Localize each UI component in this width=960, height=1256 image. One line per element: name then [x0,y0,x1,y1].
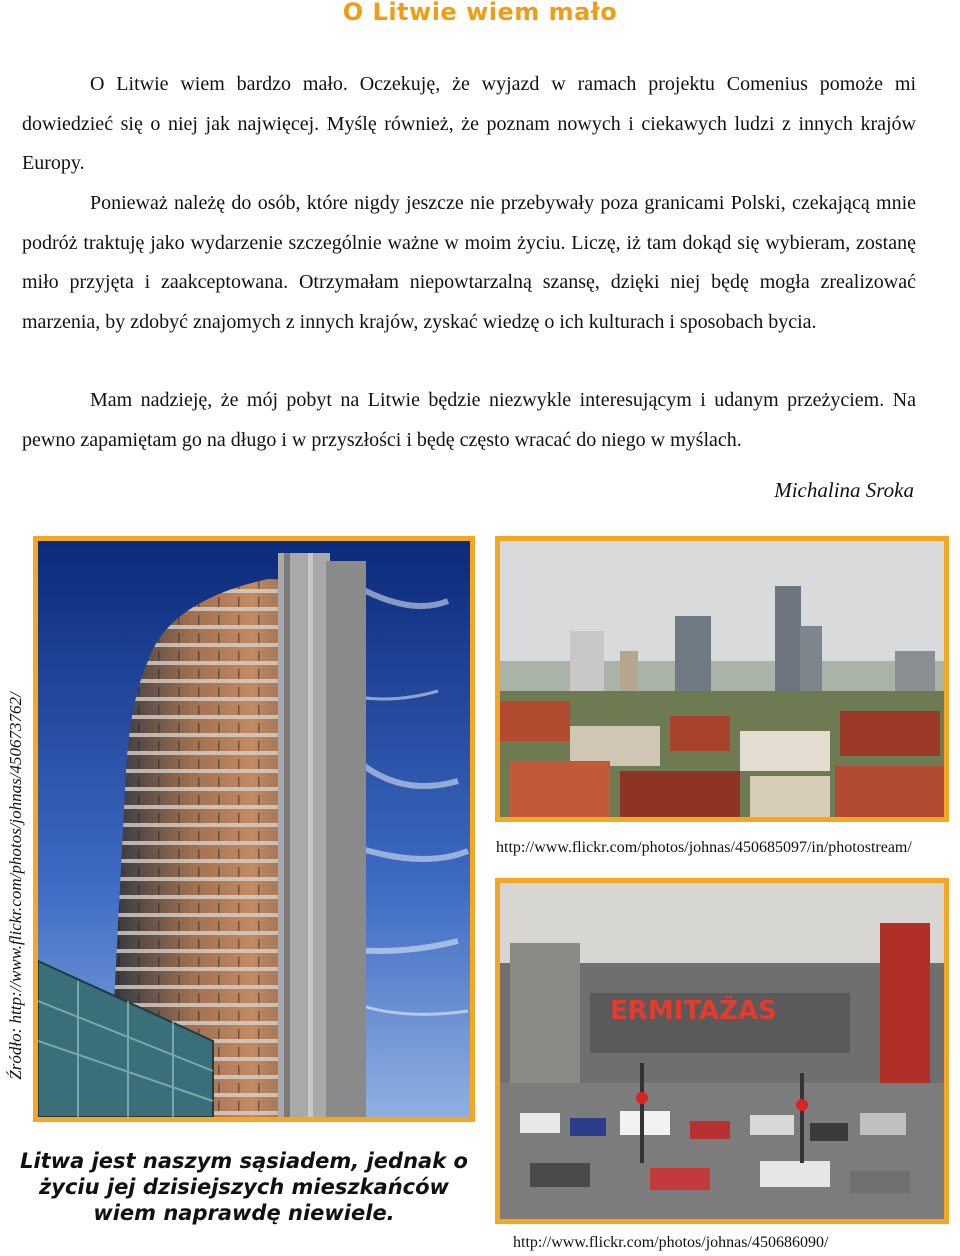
street-source-url[interactable]: http://www.flickr.com/photos/johnas/450686090/ [513,1234,829,1251]
skyline-illustration [500,541,944,817]
skyline-photo [495,536,949,822]
street-photo [495,878,949,1224]
tower-photo [33,536,475,1122]
paragraph-1: O Litwie wiem bardzo mało. Oczekuję, że wyjazd w ramach projektu Comenius pomoże mi dowiedzieć się o niej jak najwięcej. Myślę również, że poznam nowych i ciekawych ludzi z innych krajów Europy. [22,73,916,174]
author-signature: Michalina Sroka [774,478,914,502]
caption-text: Litwa jest naszym sąsiadem, jednak o życiu jej dzisiejszych mieszkańców wiem naprawdę niewiele. [20,1149,468,1225]
tower-illustration [38,541,470,1117]
skyline-source-url[interactable]: http://www.flickr.com/photos/johnas/450685097/in/photostream/ [496,839,912,856]
page-title: O Litwie wiem mało [342,0,618,26]
street-illustration [500,883,944,1219]
vertical-source-label [0,655,32,1117]
store-sign-text: ERMITAŽAS [610,996,777,1026]
vertical-source-text: Źródło: http://www.flickr.com/photos/johnas/450673762/ [6,692,25,1080]
paragraph-2: Ponieważ należę do osób, które nigdy jeszcze nie przebywały poza granicami Polski, czekającą mnie podróż traktuję jako wydarzenie szczególnie ważne w moim życiu. Liczę, iż tam dokąd się wybieram, zostanę miło przyjęta i zaakceptowana. Otrzymałam niepowtarzalną szansę, dzięki niej będę mogła zrealizować marzenia, by zdobyć znajomych z innych krajów, zyskać wiedzę o ich kulturach i sposobach bycia. [22,192,916,333]
paragraph-3: Mam nadzieję, że mój pobyt na Litwie będzie niezwykle interesującym i udanym przeżyciem. Na pewno zapamiętam go na długo i w przyszłości i będę często wracać do niego w myślach. [22,389,916,451]
